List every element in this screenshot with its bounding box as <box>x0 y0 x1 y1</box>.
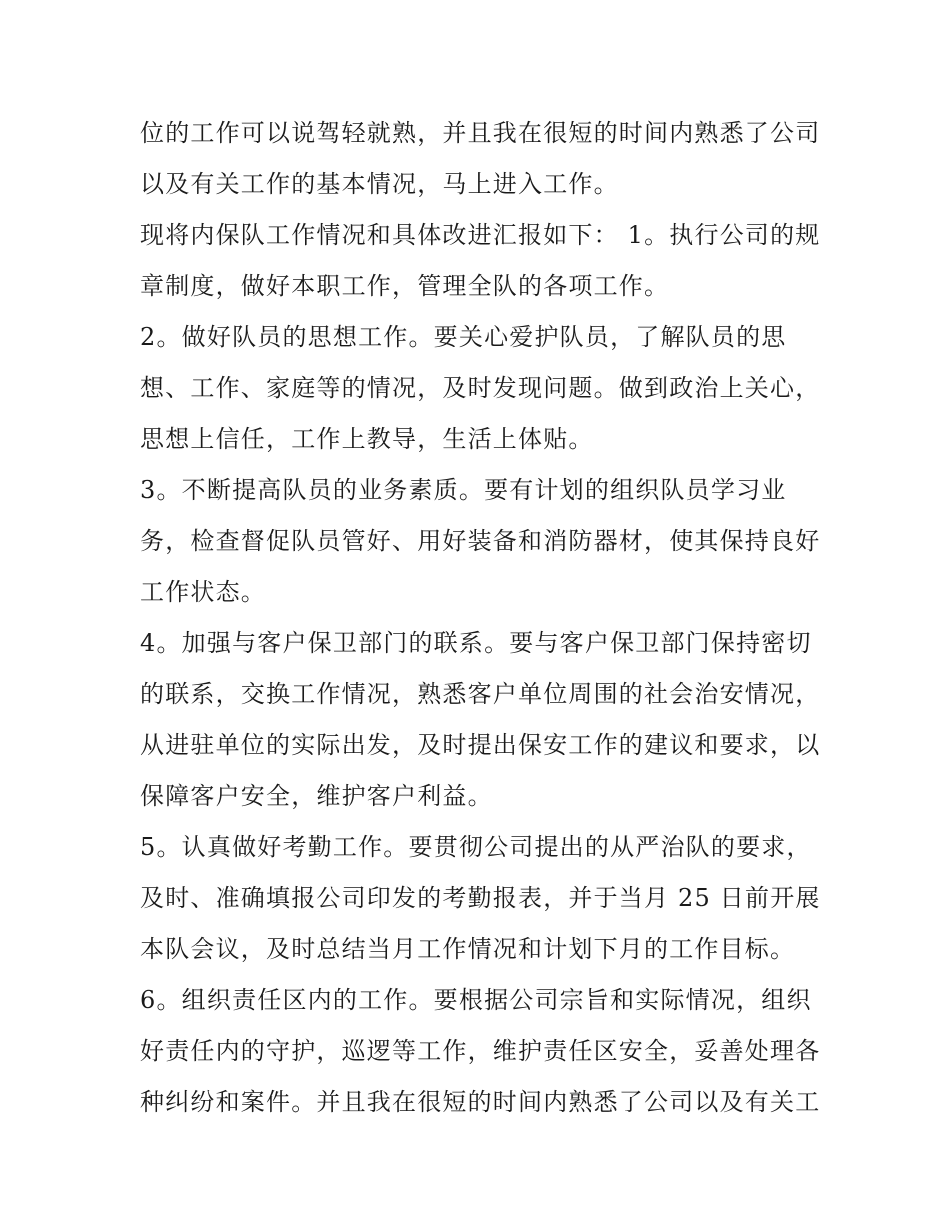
text-line-20: 种纠纷和案件。并且我在很短的时间内熟悉了公司以及有关工 <box>140 1088 821 1116</box>
text-line-13: 从进驻单位的实际出发，及时提出保安工作的建议和要求，以 <box>140 731 821 759</box>
text-line-9: 务，检查督促队员管好、用好装备和消防器材，使其保持良好 <box>140 527 821 555</box>
text-line-19: 好责任内的守护，巡逻等工作，维护责任区安全，妥善处理各 <box>140 1037 821 1065</box>
text-line-7: 思想上信任，工作上教导，生活上体贴。 <box>140 425 594 453</box>
text-line-6: 想、工作、家庭等的情况，及时发现问题。做到政治上关心， <box>140 374 821 402</box>
text-line-17: 本队会议，及时总结当月工作情况和计划下月的工作目标。 <box>140 935 796 963</box>
text-line-1: 位的工作可以说驾轻就熟，并且我在很短的时间内熟悉了公司 <box>140 119 821 147</box>
text-line-18: 6。组织责任区内的工作。要根据公司宗旨和实际情况，组织 <box>140 986 812 1014</box>
text-line-4: 章制度，做好本职工作，管理全队的各项工作。 <box>140 272 670 300</box>
document-body <box>140 108 820 1128</box>
text-line-3: 现将内保队工作情况和具体改进汇报如下： 1。执行公司的规 <box>140 221 821 249</box>
text-line-16: 及时、准确填报公司印发的考勤报表，并于当月 25 日前开展 <box>140 884 821 912</box>
text-line-10: 工作状态。 <box>140 578 266 606</box>
text-line-2: 以及有关工作的基本情况，马上进入工作。 <box>140 170 619 198</box>
text-line-5: 2。做好队员的思想工作。要关心爱护队员，了解队员的思 <box>140 323 787 351</box>
text-line-11: 4。加强与客户保卫部门的联系。要与客户保卫部门保持密切 <box>140 629 812 657</box>
text-line-15: 5。认真做好考勤工作。要贯彻公司提出的从严治队的要求， <box>140 833 812 861</box>
text-line-14: 保障客户安全，维护客户利益。 <box>140 782 493 810</box>
text-line-12: 的联系，交换工作情况，熟悉客户单位周围的社会治安情况， <box>140 680 821 708</box>
text-line-8: 3。不断提高队员的业务素质。要有计划的组织队员学习业 <box>140 476 787 504</box>
